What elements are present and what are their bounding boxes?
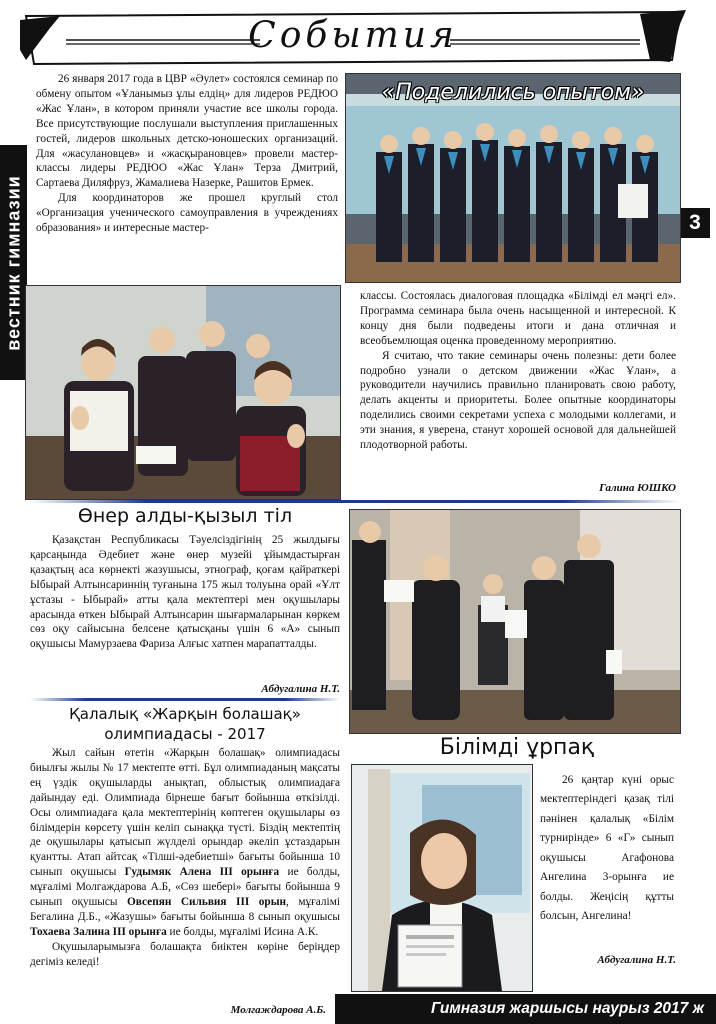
article1-paragraph: 26 января 2017 года в ЦВР «Әулет» состоялся семинар по обмену опытом «Ұланымыз ұлы елдің» для лидеров РЕДЮО «Жас Ұлан», в котором приняли участие все школы города. Все присутствующие послушали выступления приглашенных гостей, лидеров школьных детско-юношеских организаций. Для «жасулановцев» и «жасқырановцев» провели мастер-классы лидеры РЕДЮО «Жас Ұлан» Терза Дмитрий, Сартаева Диляфруз, Жамалиева Назерке, Рашитов Ермек. (36, 73, 338, 190)
article4-title: Білімді ұрпақ (439, 735, 595, 760)
award-photo (349, 509, 681, 734)
article3-title-line: Қалалық «Жарқын болашақ» (69, 705, 301, 723)
vertical-title: вестник гимназии (3, 174, 23, 351)
photo-caption: «Поделились опытом» (381, 80, 645, 105)
article2-paragraph: Қазақстан Республикасы Тәуелсіздігінің 25 жылдығы қарсаңында Әдебиет және өнер музейі ұйымдастырған қазақтың аса көрнекті жазушысы, этнограф, қоғам қайраткері Ыбырай Алтынсариннің туғанына 175 жыл толуына орай «Ұлт ұстазы - Ыбырай» атты қала мектептері мен оқушылары арасында өткен Ыбырай Алтынсарин шығармаларынан көркем сөз оқу сайысына белсене қатысқаны үшін 6 «А» сынып оқушысы Мамурзаева Фариза Алғыс хатпен марапатталды. (30, 534, 340, 651)
article3-text: Жыл сайын өтетін «Жарқын болашақ» олимпиадасы биылғы жылы № 17 мектепте өтті. Бұл олимпиаданың мақсаты ең үздік оқушыларды анықтап, облыстық олимпиадаға дайындау еді. Олимпиада бірнеше бағыт бойынша өткізілді. Осы олимпиадаға қала мектептерінің көптеген оқушылары өз білімдерін көрсету үшін келіп сынаққа түсті. Біздің мектептің де оқушылары қатысып жүлделі орындар әкеліп ұстаздарын қуантты. Атап айтсақ «Тілші-әдебиетші» бағыты бойынша 10 сынып оқушысы (30, 747, 340, 879)
page-number: 3 (680, 208, 710, 238)
article1-paragraph: Я считаю, что такие семинары очень полезны: дети более подробно узнали о детском движении «Жас Ұлан», а руководители научились правильно планировать свою работу, делать акценты и приоритеты. Более опытные координаторы поделились своими секретами успеха с молодыми коллегами, и эти знания, я уверена, станут хорошей основой для дальнейшей плодотворной работы. (360, 349, 676, 452)
winner-name: Тохаева Залина III орынға (30, 925, 167, 938)
header-title-band (20, 10, 686, 66)
article1-text-right (360, 289, 676, 453)
article3-author: Молгаждарова А.Б. (230, 1004, 326, 1016)
article3-text: ие болды, мұғалімі Молгаждарова А.Б, «Сөз шебері» бағыты бойынша 9 сынып оқушысы (30, 866, 340, 909)
article2-title: Өнер алды-қызыл тіл (77, 505, 293, 527)
article4-author: Абдугалина Н.Т. (597, 954, 676, 966)
divider-line (30, 500, 680, 503)
article1-text-top (36, 72, 338, 236)
vertical-title-band (0, 145, 27, 380)
article3-title (30, 705, 340, 744)
article1-paragraph: Для координаторов же прошел круглый стол «Организация ученического самоуправления в учреждениях образования» и интересные мастер- (36, 192, 338, 235)
divider-line (30, 698, 340, 701)
article3-paragraph (30, 746, 340, 940)
group-photo (345, 73, 681, 283)
winner-name: Гудымяк Алена III орынға (124, 866, 280, 879)
footer-band: Гимназия жаршысы наурыз 2017 ж (335, 994, 716, 1024)
article3-title-line: олимпиадасы - 2017 (104, 724, 266, 743)
article4-text-block (540, 771, 674, 926)
kids-photo (25, 285, 341, 500)
article1-author: Галина ЮШКО (599, 482, 676, 494)
article3-text-block (30, 746, 340, 970)
article4-paragraph: 26 қаңтар күні орыс мектептеріндегі қазақ тілі пәнінен қалалық «Білім турнирінде» 6 «Г» сынып оқушысы Агафонова Ангелина 3-орынға ие болды. Жеңісің құтты болсын, Ангелина! (540, 774, 674, 922)
article1-paragraph: классы. Состоялась диалоговая площадка «Білімді ел мәңгі ел». Программа семинара была очень насыщенной и интересной. К концу дня были подведены итоги и дана отличная и всеобъемлющая оценка проведенному мероприятию. (360, 290, 676, 347)
article2-author: Абдугалина Н.Т. (261, 683, 340, 695)
article3-paragraph: Оқушыларымызға болашақта биіктен көріне беріңдер дегіміз келеді! (30, 940, 340, 968)
section-title: События (248, 15, 458, 56)
article3-text: , мұғалімі Бегалина Д.Б., «Жазушы» бағыты бойынша 8 сынып оқушысы (30, 896, 340, 923)
winner-name: Овсепян Сильвия III орын (127, 896, 287, 909)
article2-text-block (30, 533, 340, 652)
student-photo (351, 764, 533, 992)
article3-text: ие болды, мұғалімі Исина А.К. (166, 925, 319, 938)
